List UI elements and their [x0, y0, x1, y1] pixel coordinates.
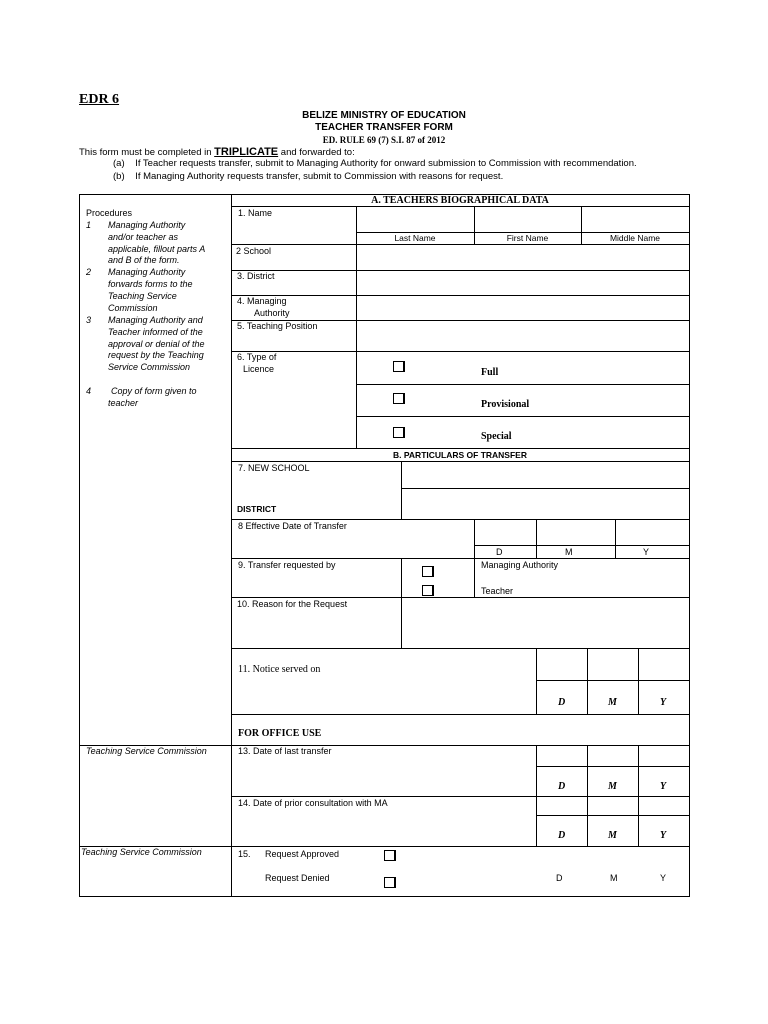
procedure-step-3-line: Managing Authority and — [108, 315, 203, 325]
procedure-step-1-line: and/or teacher as — [108, 232, 179, 242]
procedure-step-3-line: Service Commission — [108, 362, 191, 372]
first-name-label: First Name — [506, 233, 549, 243]
licence-type-label-2: Licence — [243, 364, 275, 374]
requested-by-teacher-label: Teacher — [481, 586, 514, 596]
request-denied-label: Request Denied — [265, 873, 330, 883]
licence-provisional-label: Provisional — [481, 399, 530, 410]
tsc-label-1: Teaching Service Commission — [86, 746, 207, 756]
requested-by-label: 9. Transfer requested by — [238, 560, 336, 570]
form-code: EDR 6 — [79, 92, 120, 107]
managing-authority-label: 4. Managing — [237, 296, 287, 306]
decision-year-label: Y — [660, 873, 667, 883]
managing-authority-checkbox[interactable] — [422, 566, 434, 577]
managing-authority-label-2: Authority — [254, 308, 290, 318]
notice-day-label: D — [558, 697, 566, 708]
instruction-a: (a) If Teacher requests transfer, submit to Managing Authority for onward submission to Commission with recommendation. — [113, 158, 637, 169]
form-title: TEACHER TRANSFER FORM — [315, 122, 453, 133]
decision-month-label: M — [610, 873, 618, 883]
ministry-title: BELIZE MINISTRY OF EDUCATION — [302, 110, 466, 121]
procedure-step-2-line: forwards forms to the — [108, 279, 193, 289]
last-name-label: Last Name — [394, 233, 436, 243]
last-transfer-label: 13. Date of last transfer — [238, 746, 332, 756]
procedure-step-1-line: applicable, fillout parts A — [108, 244, 206, 254]
notice-year-label: Y — [660, 697, 667, 708]
notice-served-label: 11. Notice served on — [238, 664, 321, 675]
procedure-step-2-line: Commission — [108, 303, 158, 313]
intro-text: This form must be completed in TRIPLICATE and forwarded to: — [79, 146, 355, 158]
instruction-b: (b) If Managing Authority requests transfer, submit to Commission with reasons for request. — [113, 171, 504, 182]
licence-provisional-checkbox[interactable] — [393, 393, 405, 404]
procedure-step-2-line: Managing Authority — [108, 267, 186, 277]
licence-type-label: 6. Type of — [237, 352, 277, 362]
name-label: 1. Name — [238, 208, 273, 218]
procedure-step-3-line: request by the Teaching — [108, 350, 204, 360]
teacher-checkbox[interactable] — [422, 585, 434, 596]
procedure-step-2-line: Teaching Service — [108, 291, 177, 301]
procedure-step-4-line: teacher — [108, 398, 139, 408]
q15-number: 15. — [238, 849, 251, 859]
procedure-step-3-line: approval or denial of the — [108, 339, 205, 349]
prior-consultation-year-label: Y — [660, 830, 667, 841]
last-transfer-month-label: M — [608, 781, 617, 792]
new-school-label: 7. NEW SCHOOL — [238, 463, 310, 473]
procedure-step-4-num: 4 — [86, 386, 92, 396]
rule-reference: ED. RULE 69 (7) S.I. 87 of 2012 — [322, 135, 446, 145]
middle-name-label: Middle Name — [609, 233, 661, 243]
section-a-title: A. TEACHERS BIOGRAPHICAL DATA — [371, 195, 549, 206]
teaching-position-label: 5. Teaching Position — [237, 321, 318, 331]
notice-month-label: M — [608, 697, 617, 708]
tsc-label-2: Teaching Service Commission — [81, 847, 202, 857]
request-approved-checkbox[interactable] — [384, 850, 396, 861]
effective-date-label: 8 Effective Date of Transfer — [238, 521, 347, 531]
effective-month-label: M — [565, 547, 573, 557]
effective-day-label: D — [496, 547, 503, 557]
procedure-step-4-line: Copy of form given to — [111, 386, 197, 396]
prior-consultation-day-label: D — [558, 830, 566, 841]
request-approved-label: Request Approved — [265, 849, 340, 859]
procedures-title: Procedures — [86, 208, 133, 218]
last-transfer-day-label: D — [558, 781, 566, 792]
licence-special-checkbox[interactable] — [393, 427, 405, 438]
prior-consultation-label: 14. Date of prior consultation with MA — [238, 798, 388, 808]
licence-full-checkbox[interactable] — [393, 361, 405, 372]
procedure-step-1-line: Managing Authority — [108, 220, 186, 230]
decision-day-label: D — [556, 873, 563, 883]
school-label: 2 School — [236, 246, 272, 256]
licence-special-label: Special — [481, 431, 512, 442]
district-label: 3. District — [237, 271, 275, 281]
section-b-title: B. PARTICULARS OF TRANSFER — [393, 450, 527, 460]
requested-by-ma-label: Managing Authority — [481, 560, 559, 570]
last-transfer-year-label: Y — [660, 781, 667, 792]
procedure-step-1-num: 1 — [86, 220, 92, 230]
procedure-step-1-line: and B of the form. — [108, 255, 180, 265]
new-district-label: DISTRICT — [237, 504, 277, 514]
procedure-step-2-num: 2 — [86, 267, 92, 277]
procedure-step-3-num: 3 — [86, 315, 92, 325]
effective-year-label: Y — [643, 547, 650, 557]
procedure-step-3-line: Teacher informed of the — [108, 327, 203, 337]
prior-consultation-month-label: M — [608, 830, 617, 841]
office-use-title: FOR OFFICE USE — [238, 728, 322, 739]
licence-full-label: Full — [481, 367, 499, 378]
reason-label: 10. Reason for the Request — [237, 599, 348, 609]
request-denied-checkbox[interactable] — [384, 877, 396, 888]
